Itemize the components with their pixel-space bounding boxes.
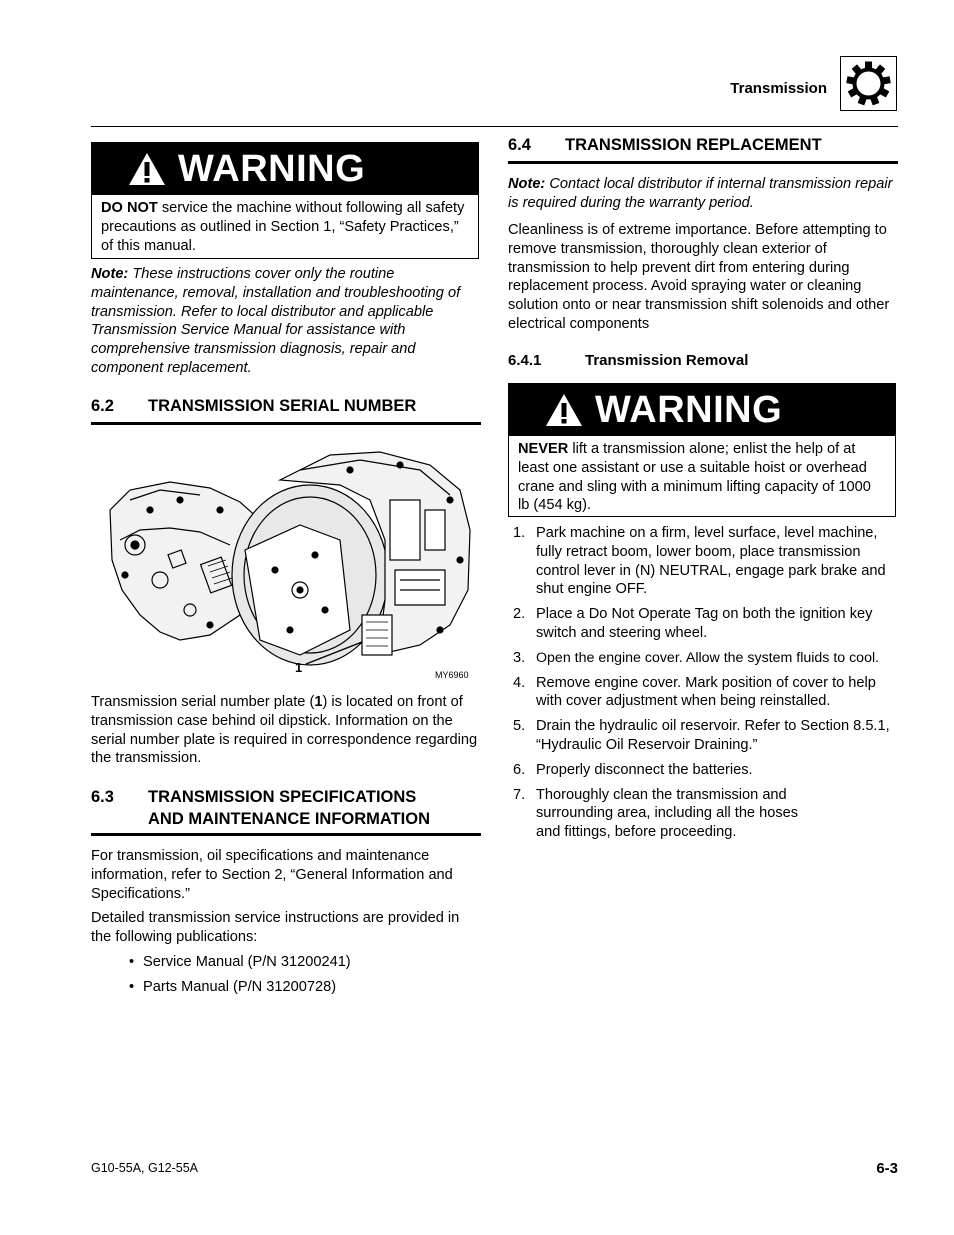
specifications-paragraph: For transmission, oil specifications and maintenance information, refer to Section 2, “General Information and Specifications.” — [91, 848, 453, 902]
step-text: Place a Do Not Operate Tag on both the ignition key switch and steering wheel. — [536, 606, 873, 641]
publications-list — [127, 953, 477, 1003]
list-item — [508, 605, 900, 643]
step-number: 2. — [513, 606, 526, 623]
header-section-title: Transmission — [730, 80, 827, 97]
list-item — [508, 761, 900, 780]
warning-triangle-icon — [545, 393, 583, 427]
warning-lead: NEVER — [518, 441, 569, 457]
figure-code: MY6960 — [435, 670, 469, 680]
step-number: 4. — [513, 674, 526, 691]
step-text: Park machine on a firm, level surface, level machine, fully retract boom, lower boom, place transmission control lever in (N) NEUTRAL, engage park brake and shut engine OFF. — [536, 525, 886, 598]
section-rule — [91, 833, 481, 836]
warning-box-service — [91, 142, 479, 259]
list-item — [508, 674, 900, 712]
transmission-illustration — [100, 440, 480, 685]
step-text: Thoroughly clean the transmission and surrounding area, including all the hoses and fittings, before proceeding. — [536, 786, 799, 841]
footer-page-number: 6-3 — [876, 1160, 898, 1177]
step-number: 7. — [513, 786, 526, 803]
figure-callout: 1 — [295, 660, 303, 675]
cleanliness-paragraph: Cleanliness is of extreme importance. Before attempting to remove transmission, thoroughly clean exterior of transmission to help prevent dirt from entering during replacement process. Avoid spraying water or cleaning solution onto or near transmission shift solenoids and other electrical components — [508, 222, 890, 332]
section-number: 6.2 — [91, 397, 114, 415]
warning-heading: WARNING — [178, 147, 366, 190]
note-text: Contact local distributor if internal transmission repair is required during the warranty period. — [508, 176, 893, 211]
subsection-heading-6-4-1 — [508, 352, 898, 372]
section-title: TRANSMISSION SERIAL NUMBER — [148, 397, 417, 415]
section-rule — [91, 422, 481, 425]
subsection-number: 6.4.1 — [508, 352, 542, 369]
warning-lead: DO NOT — [101, 200, 158, 216]
transmission-figure — [100, 440, 480, 685]
step-text: Drain the hydraulic oil reservoir. Refer to Section 8.5.1, “Hydraulic Oil Reservoir Draining.” — [536, 718, 890, 753]
list-item — [508, 649, 900, 668]
section-rule — [508, 161, 898, 164]
warning-heading: WARNING — [595, 388, 783, 431]
warning-text: service the machine without following all safety precautions as outlined in Section 1, “Safety Practices,” of this manual. — [101, 200, 465, 254]
step-text: Open the engine cover. Allow the system fluids to cool. — [536, 649, 880, 666]
step-text: Remove engine cover. Mark position of cover to help with cover adjustment when being reinstalled. — [536, 674, 876, 710]
section-icon-box — [840, 56, 897, 111]
note-routine-maintenance — [91, 265, 481, 378]
removal-steps-list — [508, 524, 900, 848]
section-heading-6-4 — [508, 135, 898, 157]
section-number: 6.4 — [508, 136, 531, 154]
warning-body — [92, 195, 478, 260]
header-rule — [91, 126, 898, 127]
note-text: These instructions cover only the routine maintenance, removal, installation and troubleshooting of transmission. Refer to local distributor and applicable Transmission Service Manual for assistance with comprehensive transmission diagnosis, repair and component replacement. — [91, 266, 461, 376]
section-heading-6-3 — [91, 787, 481, 831]
step-text: Properly disconnect the batteries. — [536, 761, 753, 778]
note-label: Note: — [508, 176, 546, 192]
publications-intro-paragraph: Detailed transmission service instructions are provided in the following publications: — [91, 910, 460, 945]
list-item: • Service Manual (P/N 31200241) — [127, 953, 477, 972]
section-number: 6.3 — [91, 788, 114, 806]
footer-model: G10-55A, G12-55A — [91, 1161, 199, 1175]
list-item — [508, 717, 900, 755]
warning-box-lifting — [508, 383, 896, 517]
list-item — [508, 524, 900, 599]
serial-text-before: Transmission serial number plate ( — [91, 694, 315, 710]
list-item — [508, 786, 900, 842]
section-heading-6-2 — [91, 396, 481, 418]
section-title: TRANSMISSION REPLACEMENT — [565, 136, 822, 154]
section-title-line2: AND MAINTENANCE INFORMATION — [148, 810, 431, 828]
warning-header — [509, 384, 895, 436]
serial-text-after: ) is located on front of transmission case behind oil dipstick. Information on the serial number plate is required in correspondence regarding the transmission. — [91, 694, 478, 767]
step-number: 1. — [513, 525, 526, 541]
warning-body — [509, 436, 895, 520]
step-number: 6. — [513, 761, 526, 778]
warning-triangle-icon — [128, 152, 166, 186]
note-label: Note: — [91, 266, 129, 282]
subsection-title: Transmission Removal — [585, 352, 749, 369]
gear-icon — [841, 57, 896, 110]
warning-text: lift a transmission alone; enlist the help of at least one assistant or use a suitable hoist or overhead crane and sling with a minimum lifting capacity of 1000 lb (454 kg). — [518, 441, 871, 514]
list-item: • Parts Manual (P/N 31200728) — [127, 978, 477, 997]
serial-plate-paragraph — [91, 693, 481, 768]
section-title-line1: TRANSMISSION SPECIFICATIONS — [148, 788, 417, 806]
step-number: 3. — [513, 649, 526, 666]
note-warranty — [508, 175, 898, 213]
step-number: 5. — [513, 718, 526, 735]
warning-header — [92, 143, 478, 195]
serial-text-bold: 1 — [314, 694, 323, 710]
